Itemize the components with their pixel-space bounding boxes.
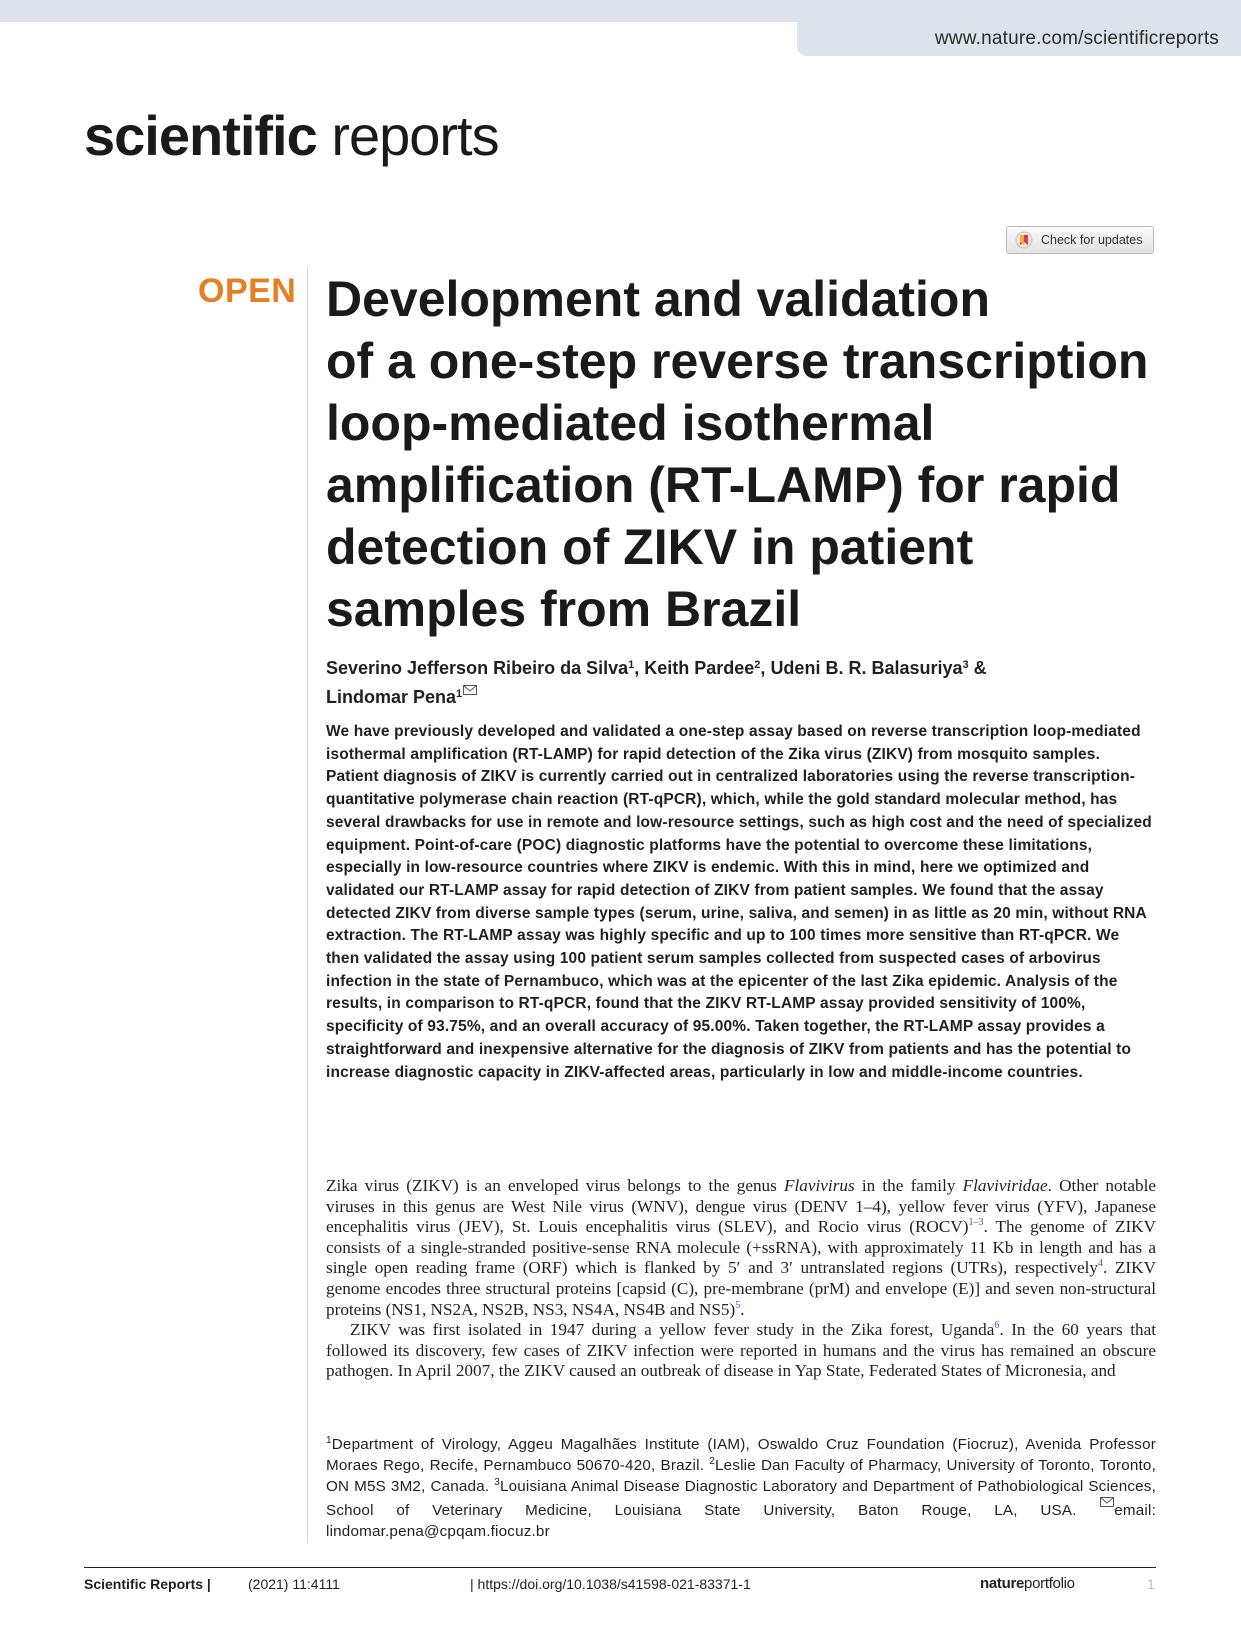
crossmark-icon xyxy=(1015,231,1033,249)
text-run: . xyxy=(740,1299,745,1319)
top-bar xyxy=(0,0,1241,22)
author-name[interactable]: Keith Pardee xyxy=(644,658,755,678)
footer-journal-name: Scientific Reports xyxy=(84,1576,204,1592)
text-run: ZIKV was first isolated in 1947 during a yellow fever study in the Zika forest, Uganda xyxy=(350,1320,995,1340)
author-list xyxy=(326,652,1146,710)
affiliation-number: 1 xyxy=(326,1435,332,1446)
publisher-logo-light: portfolio xyxy=(1024,1575,1075,1592)
title-line: samples from Brazil xyxy=(326,581,802,637)
journal-url-link[interactable]: www.nature.com/scientificreports xyxy=(797,22,1241,56)
author-name[interactable]: Severino Jefferson Ribeiro da Silva xyxy=(326,658,629,678)
author-affiliation: 1 xyxy=(456,688,463,700)
title-line: Development and validation xyxy=(326,271,991,327)
author-affiliation: 3 xyxy=(962,659,969,671)
text-run: Zika virus (ZIKV) is an enveloped virus belongs to the genus xyxy=(326,1176,785,1195)
journal-logo xyxy=(84,100,499,172)
logo-light-text: reports xyxy=(331,104,499,167)
logo-bold-text: scientific xyxy=(84,104,317,167)
check-for-updates-button[interactable] xyxy=(1006,226,1154,254)
envelope-icon xyxy=(1100,1497,1114,1507)
abstract: We have previously developed and validated a one-step assay based on reverse transcription loop-mediated isothermal amplification (RT-LAMP) for rapid detection of the Zika virus (ZIKV) from mosquito samples. Patient diagnosis of ZIKV is currently carried out in centralized laboratories using the reverse transcription-quantitative polymerase chain reaction (RT-qPCR), which, while the gold standard molecular method, has several drawbacks for use in remote and low-resource settings, such as high cost and the need of specialized equipment. Point-of-care (POC) diagnostic platforms have the potential to overcome these limitations, especially in low-resource countries where ZIKV is endemic. With this in mind, here we optimized and validated our RT-LAMP assay for rapid detection of ZIKV from patient samples. We found that the assay detected ZIKV from diverse sample types (serum, urine, saliva, and semen) in as little as 20 min, without RNA extraction. The RT-LAMP assay was highly specific and up to 100 times more sensitive than RT-qPCR. We then validated the assay using 100 patient serum samples collected from suspected cases of arbovirus infection in the state of Pernambuco, which was at the epicenter of the last Zika epidemic. Analysis of the results, in comparison to RT-qPCR, found that the ZIKV RT-LAMP assay provided sensitivity of 100%, specificity of 93.75%, and an overall accuracy of 95.00%. Taken together, the RT-LAMP assay provides a straightforward and inexpensive alternative for the diagnosis of ZIKV from patients and has the potential to increase diagnostic capacity in ZIKV-affected areas, particularly in low and middle-income countries. xyxy=(326,723,1152,1081)
footer-journal xyxy=(84,1574,211,1594)
affiliation-number: 2 xyxy=(709,1455,715,1467)
check-for-updates-label: Check for updates xyxy=(1041,233,1143,247)
margin-rule xyxy=(307,268,308,1543)
citation-link[interactable]: 4 xyxy=(1097,1258,1103,1270)
footer-divider xyxy=(84,1567,1156,1568)
publisher-logo-bold: nature xyxy=(980,1575,1025,1592)
affiliation-text: Leslie Dan Faculty of Pharmacy, University of Toronto, Toronto, ON M5S 3M2, Canada. xyxy=(326,1456,1156,1495)
citation-link[interactable]: 6 xyxy=(994,1320,1000,1332)
page-number: 1 xyxy=(1147,1576,1155,1592)
footer-separator: | xyxy=(203,1576,211,1592)
author-separator: & xyxy=(968,658,987,678)
body-text xyxy=(326,1176,1156,1382)
citation-link[interactable]: 1–3 xyxy=(968,1217,984,1229)
text-run: . Other notable viruses in this genus are West Nile virus (WNV), dengue virus (DENV 1–4), yellow fever virus (YFV), Japanese encephalitis virus (JEV), St. Louis encephalitis virus (SLEV), and Rocio virus (ROCV) xyxy=(326,1176,1156,1237)
corresponding-email-link[interactable]: email: lindomar.pena@cpqam.fiocuz.br xyxy=(326,1502,1156,1541)
body-paragraph xyxy=(326,1320,1156,1382)
title-line: detection of ZIKV in patient xyxy=(326,519,974,575)
author-name[interactable]: Lindomar Pena xyxy=(326,687,457,707)
affiliation-text: Department of Virology, Aggeu Magalhães Institute (IAM), Oswaldo Cruz Foundation (Fiocruz), Avenida Professor Moraes Rego, Recife, Pernambuco 50670-420, Brazil. xyxy=(326,1436,1156,1474)
title-line: amplification (RT-LAMP) for rapid xyxy=(326,457,1121,513)
text-run-italic: Flavivirus xyxy=(784,1176,855,1195)
author-separator: , xyxy=(760,658,771,678)
body-paragraph xyxy=(326,1176,1156,1320)
author-affiliation: 1 xyxy=(628,659,635,671)
article-title xyxy=(326,268,1156,640)
author-affiliation: 2 xyxy=(754,659,761,671)
text-run: . In the 60 years that followed its discovery, few cases of ZIKV infection were reported in humans and the virus has remained an obscure pathogen. In April 2007, the ZIKV caused an outbreak of disease in Yap State, Federated States of Micronesia, and xyxy=(326,1320,1156,1381)
title-line: loop-mediated isothermal xyxy=(326,395,935,451)
affiliation-number: 3 xyxy=(494,1476,500,1488)
text-run: . The genome of ZIKV consists of a single-stranded positive-sense RNA molecule (+ssRNA), with approximately 11 Kb in length and has a single open reading frame (ORF) which is flanked by 5′ and 3′ untranslated regions (UTRs), respectively xyxy=(326,1217,1156,1278)
citation-link[interactable]: 5 xyxy=(735,1299,741,1311)
title-line: of a one-step reverse transcription xyxy=(326,333,1149,389)
text-run-italic: Flaviviridae xyxy=(962,1176,1048,1195)
text-run: . ZIKV genome encodes three structural proteins [capsid (C), pre-membrane (prM) and envelope (E)] and seven non-structural proteins (NS1, NS2A, NS2B, NS3, NS4A, NS4B and NS5) xyxy=(326,1258,1156,1319)
open-access-label: OPEN xyxy=(198,272,297,310)
author-separator: , xyxy=(634,658,645,678)
text-run: in the family xyxy=(854,1176,963,1195)
affiliations xyxy=(326,1435,1156,1543)
footer-volume: (2021) 11:4111 xyxy=(248,1576,340,1592)
publisher-logo xyxy=(980,1574,1075,1594)
envelope-icon[interactable] xyxy=(463,685,477,695)
author-name[interactable]: Udeni B. R. Balasuriya xyxy=(770,658,963,678)
affiliation-text: Louisiana Animal Disease Diagnostic Laboratory and Department of Pathobiological Sciences, School of Veterinary Medicine, Louisiana State University, Baton Rouge, LA, USA. xyxy=(326,1477,1156,1520)
footer-doi-link[interactable]: | https://doi.org/10.1038/s41598-021-83371-1 xyxy=(470,1576,751,1592)
